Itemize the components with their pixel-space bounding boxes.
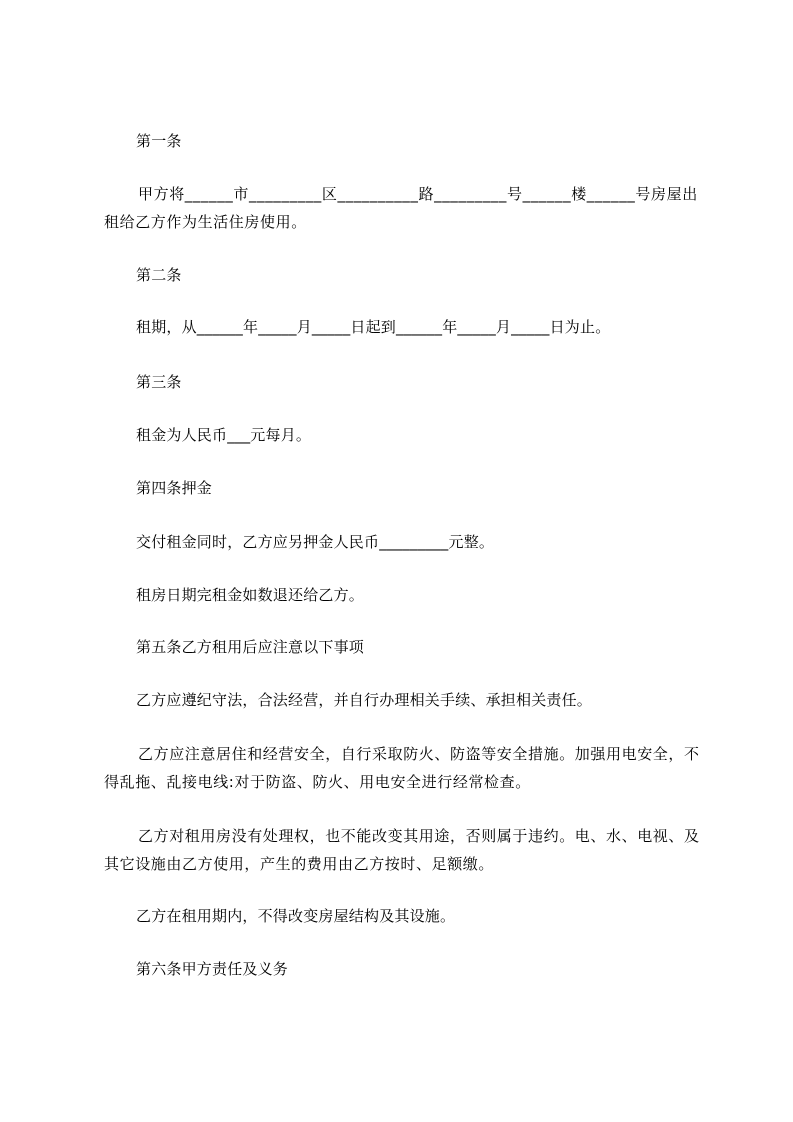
article-5-heading: 第五条乙方租用后应注意以下事项	[136, 638, 365, 656]
article-4-deposit-refund: 租房日期完租金如数退还给乙方。	[136, 586, 365, 604]
article-1-heading: 第一条	[136, 132, 182, 150]
article-1-property-clause: 甲方将______市_________区__________路_________号______楼______号房屋出租给乙方作为生活住房使用。	[104, 185, 698, 231]
article-4-deposit-amount: 交付租金同时，乙方应另押金人民币_________元整。	[136, 533, 495, 551]
article-2-lease-term: 租期，从______年_____月_____日起到______年_____月_____日为止。	[136, 318, 611, 336]
article-6-heading: 第六条甲方责任及义务	[136, 960, 289, 978]
article-3-rent-amount: 租金为人民币___元每月。	[136, 426, 312, 444]
article-3-heading: 第三条	[136, 373, 182, 391]
article-5-item-safety: 乙方应注意居住和经营安全，自行采取防火、防盗等安全措施。加强用电安全，不得乱拖、乱接电线:对于防盗、防火、用电安全进行经常检查。	[104, 745, 700, 791]
article-5-item-usage: 乙方对租用房没有处理权，也不能改变其用途，否则属于违约。电、水、电视、及其它设施由乙方使用，产生的费用由乙方按时、足额缴。	[104, 827, 700, 873]
article-4-heading: 第四条押金	[136, 479, 213, 497]
article-2-heading: 第二条	[136, 266, 182, 284]
article-5-item-law: 乙方应遵纪守法，合法经营，并自行办理相关手续、承担相关责任。	[136, 691, 593, 709]
article-5-item-structure: 乙方在租用期内，不得改变房屋结构及其设施。	[136, 907, 456, 925]
